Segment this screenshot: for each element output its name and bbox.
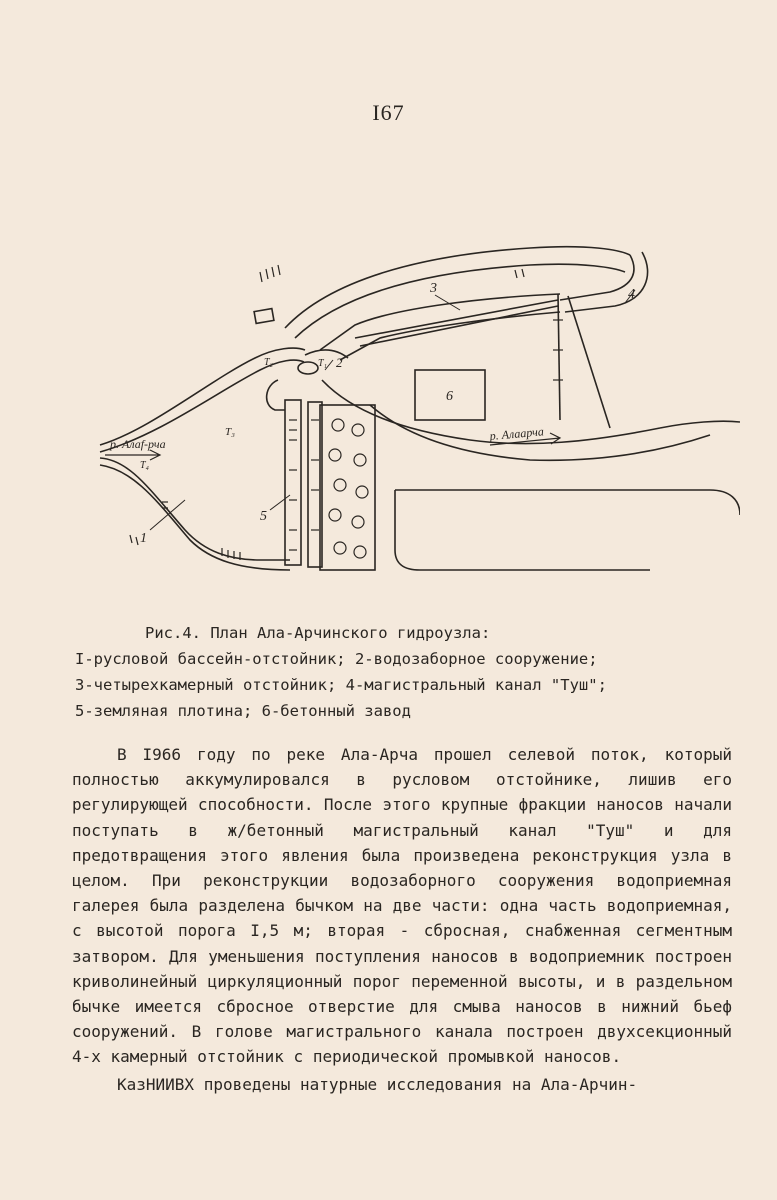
- label-3: 3: [430, 281, 437, 296]
- flow-arrow-left: [105, 450, 160, 460]
- body-text: [72, 742, 732, 1097]
- label-5: 5: [260, 509, 267, 524]
- basin-1-upper: [100, 348, 305, 445]
- upper-bank-outer: [285, 247, 630, 328]
- upper-bank-inner: [295, 264, 625, 338]
- groyne: [267, 380, 285, 410]
- label-t4: T₄: [140, 460, 150, 471]
- lower-road-2: [395, 490, 650, 570]
- caption-line-1: I-русловой бассейн-отстойник; 2-водозаборное сооружение;: [75, 650, 598, 668]
- caption-title: Рис.4. План Ала-Арчинского гидроузла:: [145, 624, 491, 642]
- label-river-left: р. Алаf-рча: [110, 437, 166, 451]
- river-right-edge: [660, 421, 740, 428]
- canal-4-outer: [560, 255, 634, 300]
- page-number: I67: [372, 100, 405, 125]
- settler-wall: [558, 294, 560, 420]
- settler-3-mid1: [355, 300, 558, 338]
- canal-4-inner: [565, 252, 648, 312]
- hydro-plan-figure: [90, 230, 740, 610]
- dam-5-left: [285, 400, 301, 565]
- intake-structure: [298, 362, 318, 374]
- label-1: 1: [140, 531, 147, 546]
- figure-caption: [75, 620, 715, 724]
- settler-wall-2: [568, 296, 610, 428]
- label-river-right: р. Алаарча: [489, 424, 545, 443]
- tree-symbols: [329, 419, 368, 558]
- lower-road: [395, 490, 740, 515]
- caption-line-2: 3-четырехкамерный отстойник; 4-магистральный канал "Туш";: [75, 676, 607, 694]
- label-t2: T₂: [264, 357, 274, 368]
- hatching: [130, 265, 563, 560]
- settler-3-mid2: [360, 306, 558, 346]
- label-2: 2: [336, 355, 343, 370]
- label-t1: T₁: [318, 358, 328, 369]
- label-4: 4: [628, 287, 635, 302]
- label-t3: T₃: [225, 426, 235, 438]
- paragraph-1: В I966 году по реке Ала-Арча прошел селевой поток, который полностью аккумулировался в русловом отстойнике, лишив его регулирующей способности. После этого крупные фракции наносов начали поступать в ж/бетонный магистральный канал "Туш" и для предотвращения этого явления была произведена реконструкция узла в целом. При реконструкции водозаборного сооружения водоприемная галерея была разделена бычком на две части: одна часть водоприемная, с высотой порога I,5 м; вторая - сбросная, снабженная сегментным затвором. Для уменьшения поступления наносов в водоприемник построен криволинейный циркуляционный порог переменной высоты, и в раздельном бычке имеется сбросное отверстие для смыва наносов в нижний бьеф сооружений. В голове магистрального канала построен двухсекционный 4-х камерный отстойник с периодической промывкой наносов.: [72, 745, 732, 1067]
- small-block: [254, 309, 274, 324]
- paragraph-2: КазНИИВХ проведены натурные исследования на Ала-Арчин-: [117, 1074, 638, 1094]
- label-6: 6: [446, 389, 453, 404]
- caption-line-3: 5-земляная плотина; 6-бетонный завод: [75, 702, 411, 720]
